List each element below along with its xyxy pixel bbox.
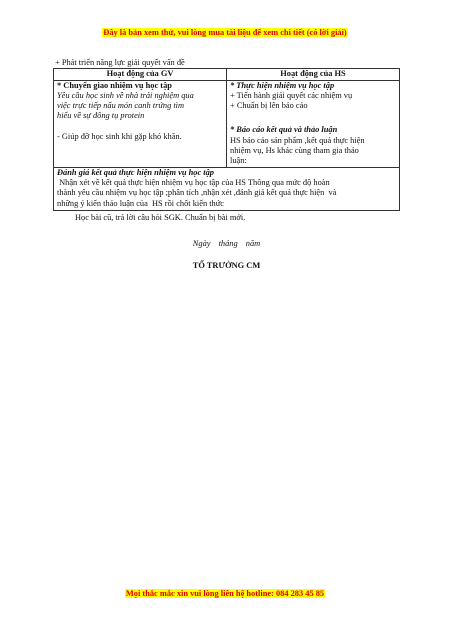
- date-day: Ngày: [192, 239, 211, 249]
- hs-report-line: HS báo cáo sản phẩm ,kết quả thực hiện: [230, 135, 365, 145]
- homework-line: Học bài cũ, trả lời câu hỏi SGK. Chuẩn bị bài mới.: [75, 212, 246, 222]
- evaluation-line: Nhận xét về kết quả thực hiện nhiệm vụ học tập của HS Thông qua mức độ hoàn: [57, 177, 330, 187]
- hs-report-title: * Báo cáo kết quả và thảo luận: [230, 125, 338, 135]
- bottom-notice-text: Mọi thắc mắc xin vui lòng liên hệ hotline: 084 283 45 85: [125, 589, 325, 598]
- hs-do-line: + Tiến hành giải quyết các nhiệm vụ: [230, 90, 353, 100]
- date-line: [53, 239, 400, 249]
- hs-report-line: luận:: [230, 156, 247, 166]
- evaluation-line: thành yêu cầu nhiệm vụ học tập ;phân tích ,nhận xét ,đánh giá kết quả thực hiện và: [57, 188, 337, 198]
- bottom-notice-banner: [0, 589, 450, 598]
- gv-task-line: hiểu về sự đông tụ protein: [57, 111, 145, 121]
- evaluation-row: [54, 167, 400, 210]
- lesson-content: [53, 58, 400, 272]
- evaluation-line: những ý kiến thảo luận của HS rồi chốt kiến thức: [57, 198, 225, 208]
- evaluation-title: Đánh giá kết quả thực hiện nhiệm vụ học tập: [57, 167, 214, 177]
- date-year: năm: [245, 239, 261, 249]
- table-header-row: [54, 69, 400, 80]
- signature-title: TỔ TRƯỞNG CM: [192, 261, 261, 271]
- gv-task-title: * Chuyển giao nhiệm vụ học tập: [57, 80, 172, 90]
- activity-table: [53, 68, 400, 211]
- gv-support: - Giúp đỡ học sinh khi gặp khó khăn.: [57, 131, 182, 141]
- hs-do-title: * Thực hiện nhiệm vụ học tập: [230, 80, 335, 90]
- gv-cell: [54, 80, 227, 167]
- hs-report-line: nhiệm vụ, Hs khác cùng tham gia thảo: [230, 146, 359, 156]
- hs-do-line: + Chuẩn bị lên báo cáo: [230, 101, 308, 111]
- gv-task-line: việc trực tiếp nấu món canh trứng tìm: [57, 101, 185, 111]
- date-month: tháng: [218, 239, 238, 249]
- header-hs: Hoạt động của HS: [227, 69, 400, 80]
- intro-line: + Phát triển năng lực giải quyết vấn đề: [55, 58, 185, 67]
- activity-row: [54, 80, 400, 167]
- gv-task-line: Yêu cầu học sinh về nhà trải nghiệm qua: [57, 90, 194, 100]
- hs-cell: [227, 80, 400, 167]
- top-notice-text: Đây là bản xem thử, vui lòng mua tài liệu để xem chi tiết (có lời giải): [103, 28, 347, 37]
- header-gv: Hoạt động của GV: [54, 69, 227, 80]
- top-notice-banner: [0, 28, 450, 37]
- evaluation-cell: [54, 167, 400, 210]
